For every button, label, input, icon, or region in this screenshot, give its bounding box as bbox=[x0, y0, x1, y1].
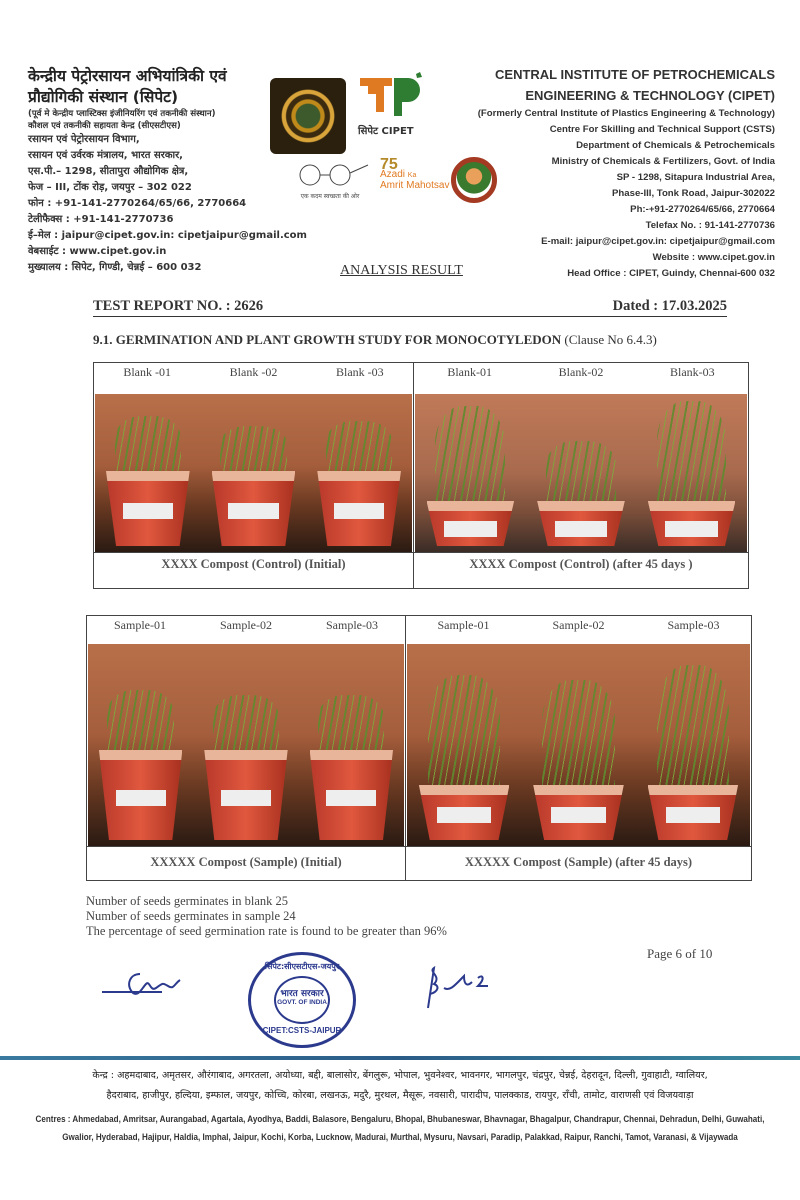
panel-sample-initial bbox=[87, 616, 406, 880]
english-line: Ministry of Chemicals & Fertilizers, Govt. of India bbox=[551, 156, 775, 167]
hindi-line: रसायन एवं पेट्रोरसायन विभाग, bbox=[28, 134, 140, 145]
hindi-title-2: प्रौद्योगिकी संस्थान (सिपेट) bbox=[28, 88, 179, 106]
footer-centres-hindi: हैदराबाद, हाजीपुर, हल्दिया, इम्फाल, जयपुर, कोच्चि, कोरबा, लखनऊ, मदुरै, मुरथल, मैसूरू, नवसारी, पारादीप, पालक्काड, रायपुर, राँची, तामोट, वाराणसी एवं विजयवाड़ा bbox=[106, 1090, 694, 1101]
section-heading: 9.1. GERMINATION AND PLANT GROWTH STUDY FOR MONOCOTYLEDON bbox=[93, 332, 562, 347]
footer-centres-english: Centres : Ahmedabad, Amritsar, Aurangabad, Agartala, Ayodhya, Baddi, Balasore, Bengaluru, Bhopal, Bhubaneswar, Bhavnagar, Bhagalpur, Chandrapur, Chennai, Dehradun, Delhi, Guwahati, bbox=[35, 1113, 765, 1124]
pot-label: Sample-03 bbox=[326, 618, 378, 632]
header-hindi bbox=[28, 66, 307, 276]
english-line: Centre For Skilling and Technical Support (CSTS) bbox=[549, 124, 775, 135]
caption: XXXXX Compost (Sample) (Initial) bbox=[87, 846, 405, 880]
footer-divider bbox=[0, 1056, 800, 1060]
panel-control-initial bbox=[94, 363, 414, 588]
seal-inner-hindi: भारत सरकार bbox=[280, 989, 324, 999]
azadi-ka: Ka bbox=[407, 172, 417, 179]
english-line: E-mail: jaipur@cipet.gov.in: cipetjaipur@gmail.com bbox=[541, 236, 775, 247]
pot-label: Blank -01 bbox=[123, 365, 171, 379]
english-title-2: ENGINEERING & TECHNOLOGY (CIPET) bbox=[525, 88, 775, 103]
pot-label: Sample-01 bbox=[114, 618, 166, 632]
section-title bbox=[93, 332, 657, 348]
hindi-line: वेबसाईट : www.cipet.gov.in bbox=[28, 246, 167, 257]
english-line: Ph:-+91-2770264/65/66, 2770664 bbox=[630, 204, 775, 215]
photo-control-45days bbox=[415, 394, 747, 552]
hindi-line: एस.पी.– 1298, सीतापुरा औद्योगिक क्षेत्र, bbox=[28, 166, 189, 177]
control-photo-table bbox=[93, 362, 749, 589]
hindi-line: फेज – III, टोंक रोड़, जयपुर – 302 022 bbox=[28, 182, 192, 193]
english-line: SP - 1298, Sitapura Industrial Area, bbox=[616, 172, 775, 183]
signature-2 bbox=[420, 960, 530, 1010]
pot-label: Blank -02 bbox=[229, 365, 278, 379]
pot-label: Blank-01 bbox=[447, 365, 492, 379]
sample-photo-table bbox=[86, 615, 752, 881]
hindi-line: फोन : +91-141-2770264/65/66, 2770664 bbox=[28, 198, 247, 209]
result-line: Number of seeds germinates in sample 24 bbox=[86, 909, 296, 923]
caption: XXXX Compost (Control) (Initial) bbox=[94, 552, 413, 588]
hindi-line: रसायन एवं उर्वरक मंत्रालय, भारत सरकार, bbox=[28, 150, 183, 161]
seal-outer-text: सिपेट:सीएसटीएस-जयपुर bbox=[264, 962, 340, 971]
hindi-title-1: केन्द्रीय पेट्रोरसायन अभियांत्रिकी एवं bbox=[28, 67, 227, 85]
pot-label: Blank -03 bbox=[335, 365, 384, 379]
page-number: Page 6 of 10 bbox=[647, 946, 713, 961]
test-report-line bbox=[93, 298, 727, 317]
english-line: Head Office : CIPET, Guindy, Chennai-600 032 bbox=[567, 268, 775, 279]
pot-label: Sample-03 bbox=[667, 618, 720, 632]
hindi-sub-1: (पूर्व मे केन्द्रीय प्लास्टिक्स इंजीनियरिंग एवं तकनीकी संस्थान) bbox=[28, 109, 216, 119]
photo-sample-45days bbox=[407, 644, 750, 846]
pot-label: Sample-02 bbox=[220, 618, 272, 632]
pot-label: Blank-02 bbox=[558, 365, 604, 379]
panel-control-45days bbox=[414, 363, 748, 588]
english-line: Department of Chemicals & Petrochemicals bbox=[576, 140, 775, 151]
azadi-text: Azadi bbox=[380, 169, 406, 180]
azadi-text-2: Amrit Mahotsav bbox=[380, 180, 450, 191]
caption: XXXXX Compost (Sample) (after 45 days) bbox=[406, 846, 751, 880]
english-title-1: CENTRAL INSTITUTE OF PETROCHEMICALS bbox=[495, 67, 775, 82]
pot-label: Sample-01 bbox=[437, 618, 490, 632]
seal-inner-english: GOVT. OF INDIA bbox=[277, 999, 327, 1006]
official-seal bbox=[248, 952, 356, 1048]
hindi-sub-2: कौशल एवं तकनीकी सहायता केन्द्र (सीएसटीएस) bbox=[28, 121, 181, 131]
pot-label: Sample-02 bbox=[552, 618, 605, 632]
hindi-line: ई–मेल : jaipur@cipet.gov.in: cipetjaipur@gmail.com bbox=[28, 230, 307, 241]
swachh-bharat-logo bbox=[290, 163, 370, 200]
cipet-logo bbox=[358, 72, 428, 122]
pot-label: Blank-03 bbox=[669, 365, 715, 379]
analysis-result-heading: ANALYSIS RESULT bbox=[340, 263, 463, 278]
test-report-number: TEST REPORT NO. : 2626 bbox=[93, 298, 264, 314]
results-text bbox=[86, 894, 447, 939]
english-line: Website : www.cipet.gov.in bbox=[652, 252, 775, 263]
seal-bottom-text: CIPET:CSTS-JAIPUR bbox=[262, 1026, 342, 1035]
english-line: (Formerly Central Institute of Plastics Engineering & Technology) bbox=[477, 108, 775, 119]
panel-sample-45days bbox=[406, 616, 751, 880]
english-line: Telefax No. : 91-141-2770736 bbox=[645, 220, 775, 231]
footer-centres-hindi: केन्द्र : अहमदाबाद, अमृतसर, औरंगाबाद, अगरतला, अयोध्या, बद्दी, बालासोर, बेंगलुरू, भोपाल, भुवनेश्वर, भावनगर, भागलपुर, चंद्रपुर, चेन्नई, देहरादून, दिल्ली, गुवाहाटी, ग्वालियर, bbox=[92, 1070, 708, 1081]
photo-control-initial bbox=[95, 394, 412, 552]
footer-centres-english: Gwalior, Hyderabad, Hajipur, Haldia, Imphal, Jaipur, Kochi, Korba, Lucknow, Madurai, Murthal, Mysuru, Navsari, Paradip, Palakkad, Raipur, Ranchi, Tamot, Varanasi, & Vijaywada bbox=[62, 1131, 738, 1142]
hindi-line: टेलीफैक्स : +91-141-2770736 bbox=[28, 214, 174, 225]
report-date: Dated : 17.03.2025 bbox=[612, 298, 727, 314]
azadi-logo: 75 Azadi Ka Amrit Mahotsav bbox=[380, 156, 450, 191]
signature-1 bbox=[100, 968, 230, 1008]
hindi-line: मुख्यालय : सिपेट, गिण्डी, चेन्नई – 600 032 bbox=[28, 262, 202, 273]
result-line: Number of seeds germinates in blank 25 bbox=[86, 894, 289, 908]
hologram-logo bbox=[270, 78, 346, 154]
result-line: The percentage of seed germination rate is found to be greater than 96% bbox=[86, 924, 447, 938]
photo-sample-initial bbox=[88, 644, 404, 846]
english-line: Phase-III, Tonk Road, Jaipur-302022 bbox=[612, 188, 775, 199]
swachh-tagline: एक कदम स्वच्छता की ओर bbox=[300, 193, 360, 200]
section-clause: (Clause No 6.4.3) bbox=[564, 332, 657, 347]
header-english bbox=[478, 64, 775, 282]
cipet-caption: सिपेट CIPET bbox=[358, 126, 414, 137]
caption: XXXX Compost (Control) (after 45 days ) bbox=[414, 552, 748, 588]
